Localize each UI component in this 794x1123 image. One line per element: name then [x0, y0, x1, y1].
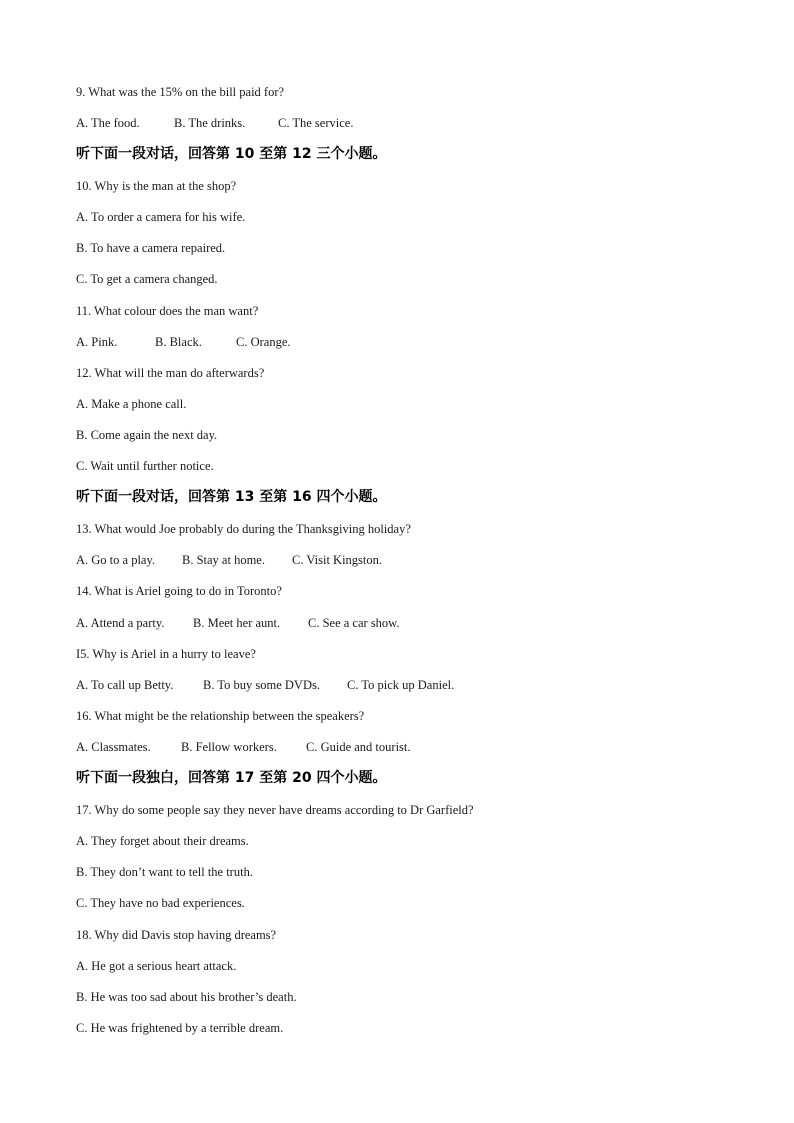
option-a: A. Classmates. — [76, 740, 151, 754]
question-17: 17. Why do some people say they never have dreams according to Dr Garfield? — [76, 803, 474, 817]
question-10: 10. Why is the man at the shop? — [76, 179, 237, 193]
section-heading-17-20: 听下面一段独白，回答第 17 至第 20 四个小题。 — [76, 770, 387, 786]
options-9 — [76, 115, 353, 131]
option-c: C. Wait until further notice. — [76, 459, 214, 473]
option-b: B. Black. — [155, 335, 202, 349]
option-b: B. He was too sad about his brother’s death. — [76, 990, 297, 1004]
option-c: C. Orange. — [236, 335, 291, 349]
option-c: C. The service. — [278, 116, 354, 130]
option-a: A. To call up Betty. — [76, 678, 174, 692]
question-18: 18. Why did Davis stop having dreams? — [76, 928, 277, 942]
option-a: A. Go to a play. — [76, 553, 156, 567]
options-13 — [76, 552, 382, 568]
question-13: 13. What would Joe probably do during the Thanksgiving holiday? — [76, 522, 411, 536]
option-c: C. See a car show. — [308, 616, 400, 630]
options-15 — [76, 677, 454, 693]
section-heading-13-16: 听下面一段对话，回答第 13 至第 16 四个小题。 — [76, 489, 387, 505]
option-c: C. Visit Kingston. — [292, 553, 383, 567]
option-b: B. Meet her aunt. — [193, 616, 281, 630]
question-15: I5. Why is Ariel in a hurry to leave? — [76, 647, 256, 661]
question-16: 16. What might be the relationship between the speakers? — [76, 709, 365, 723]
option-a: A. They forget about their dreams. — [76, 834, 249, 848]
option-a: A. He got a serious heart attack. — [76, 959, 237, 973]
question-12: 12. What will the man do afterwards? — [76, 366, 265, 380]
section-heading-10-12: 听下面一段对话，回答第 10 至第 12 三个小题。 — [76, 146, 387, 162]
option-c: C. They have no bad experiences. — [76, 896, 245, 910]
option-b: B. Fellow workers. — [181, 740, 277, 754]
options-14 — [76, 615, 400, 631]
option-b: B. The drinks. — [174, 116, 246, 130]
option-b: B. They don’t want to tell the truth. — [76, 865, 253, 879]
option-b: B. Come again the next day. — [76, 428, 218, 442]
option-a: A. Pink. — [76, 335, 118, 349]
option-c: C. To pick up Daniel. — [347, 678, 455, 692]
option-c: C. Guide and tourist. — [306, 740, 411, 754]
option-a: A. To order a camera for his wife. — [76, 210, 246, 224]
question-14: 14. What is Ariel going to do in Toronto? — [76, 584, 282, 598]
option-c: C. To get a camera changed. — [76, 272, 218, 286]
option-b: B. To have a camera repaired. — [76, 241, 226, 255]
question-11: 11. What colour does the man want? — [76, 304, 259, 318]
option-a: A. The food. — [76, 116, 140, 130]
question-9: 9. What was the 15% on the bill paid for? — [76, 85, 285, 99]
option-a: A. Make a phone call. — [76, 397, 187, 411]
option-c: C. He was frightened by a terrible dream. — [76, 1021, 284, 1035]
option-b: B. To buy some DVDs. — [203, 678, 320, 692]
option-a: A. Attend a party. — [76, 616, 165, 630]
option-b: B. Stay at home. — [182, 553, 265, 567]
options-16 — [76, 739, 411, 755]
options-11 — [76, 334, 291, 350]
